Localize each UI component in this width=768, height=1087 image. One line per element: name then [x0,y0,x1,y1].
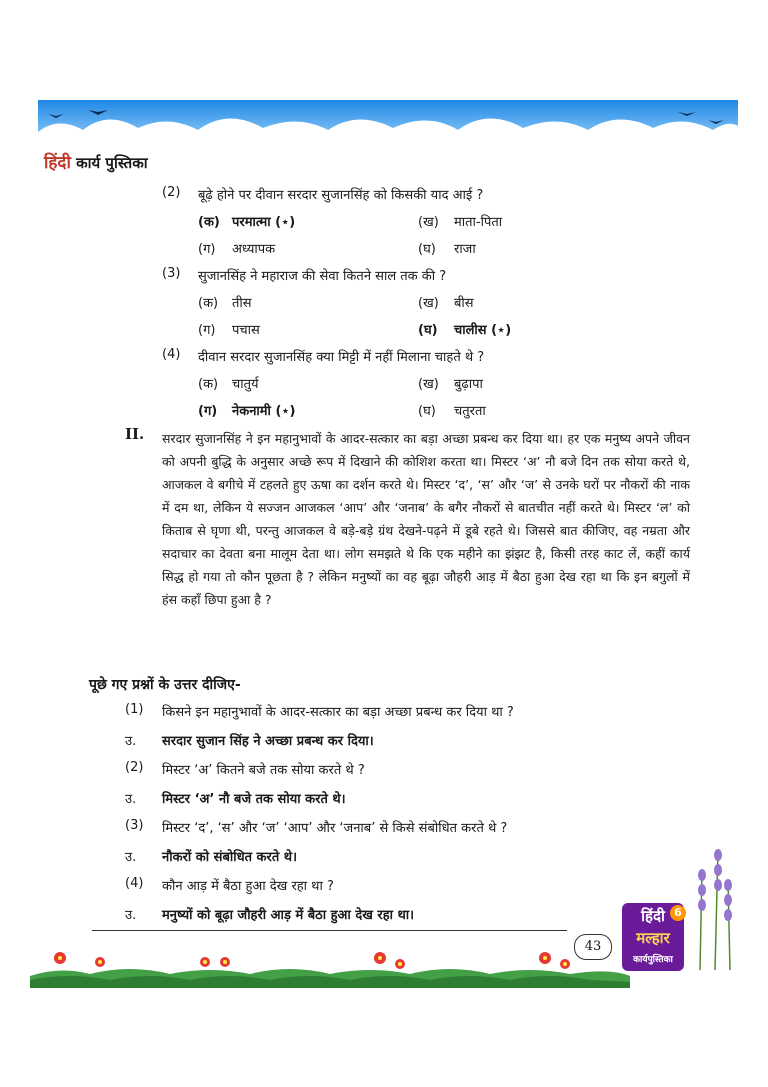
qa-number: (3) [125,818,144,833]
option-text-correct: नेकनामी (⋆) [232,404,296,419]
qa-answer: सरदार सुजान सिंह ने अच्छा प्रबन्ध कर दिया। [162,734,374,749]
mcq-number: (3) [162,266,181,281]
qa-number: (2) [125,760,144,775]
qa-answer: मनुष्यों को बूढ़ा जौहरी आड़ में बैठा हुआ देख रहा था। [162,908,415,923]
option-key: (क) [198,377,219,392]
option-key: (घ) [418,242,436,257]
lavender-flowers-decoration [690,840,740,970]
section-roman-numeral: II. [125,425,145,443]
header-cloud-banner [38,100,738,148]
option-key: (ख) [418,377,439,392]
qa-number: (4) [125,876,144,891]
option-key: (क) [198,215,220,230]
workbook-title [44,150,148,173]
instruction-heading: पूछे गए प्रश्नों के उत्तर दीजिए- [89,677,241,693]
option-text: बुढ़ापा [454,377,483,392]
page-number: 43 [574,934,612,960]
mcq-question: दीवान सरदार सुजानसिंह क्या मिट्टी में नहीं मिलाना चाहते थे ? [198,350,485,365]
title-hindi: हिंदी [44,153,71,173]
mcq-number: (2) [162,185,181,200]
mcq-question: बूढ़े होने पर दीवान सरदार सुजानसिंह को किसकी याद आई ? [198,188,484,203]
option-key: (ग) [198,323,216,338]
logo-line-workbook: कार्यपुस्तिका [633,955,673,965]
mcq-number: (4) [162,347,181,362]
logo-grade: 6 [670,905,686,921]
qa-question: मिस्टर ‘अ’ कितने बजे तक सोया करते थे ? [162,763,365,778]
title-rest: कार्य पुस्तिका [76,154,148,172]
qa-number: (1) [125,702,144,717]
option-key: (क) [198,296,219,311]
qa-question: किसने इन महानुभावों के आदर-सत्कार का बड़ा अच्छा प्रबन्ध कर दिया था ? [162,705,514,720]
option-text: बीस [454,296,474,311]
option-key: (घ) [418,404,436,419]
option-text: तीस [232,296,252,311]
option-text-correct: परमात्मा (⋆) [232,215,296,230]
option-text-correct: चालीस (⋆) [454,323,512,338]
answer-label: उ. [125,908,137,923]
option-text: चतुरता [454,404,486,419]
option-key: (घ) [418,323,438,338]
logo-line-malhar: मल्हार [636,929,670,947]
option-key: (ग) [198,404,218,419]
option-key: (ख) [418,296,439,311]
logo-line-hindi: हिंदी [641,907,665,925]
answer-label: उ. [125,792,137,807]
qa-question: कौन आड़ में बैठा हुआ देख रहा था ? [162,879,334,894]
option-text: चातुर्य [232,377,259,392]
passage-paragraph: सरदार सुजानसिंह ने इन महानुभावों के आदर-सत्कार का बड़ा अच्छा प्रबन्ध कर दिया था। हर एक मनुष्य अपने जीवन को अपनी बुद्धि के अनुसार अच्छे रूप में दिखाने की कोशिश करता था। मिस्टर ‘अ’ नौ बजे दिन तक सोया करते थे, आजकल वे बगीचे में टहलते हुए ऊषा का दर्शन करते थे। मिस्टर ‘द’, ‘स’ और ‘ज’ से उनके घरों पर नौकरों की नाक में दम था, लेकिन ये सज्जन आजकल ‘आप’ और ‘जनाब’ के बगैर नौकरों से बातचीत नहीं करते थे। मिस्टर ‘ल’ को किताब से घृणा थी, परन्तु आजकल वे बड़े-बड़े ग्रंथ देखने-पढ़ने में डूबे रहते थे। जिससे बात कीजिए, वह नम्रता और सदाचार का देवता बना मालूम देता था। लोग समझते थे कि एक महीने का झंझट है, किसी तरह काट लें, कहीं कार्य सिद्ध हो गया तो कौन पूछता है ? लेकिन मनुष्यों का वह बूढ़ा जौहरी आड़ में बैठा हुआ देख रहा था कि इन बगुलों में हंस कहाँ छिपा हुआ है ? [162,431,690,607]
footer-divider [92,930,567,931]
qa-answer: नौकरों को संबोधित करते थे। [162,850,297,865]
option-text: माता-पिता [454,215,503,230]
answer-label: उ. [125,850,137,865]
mcq-question: सुजानसिंह ने महाराज की सेवा कितने साल तक की ? [198,269,447,284]
qa-question: मिस्टर ‘द’, ‘स’ और ‘ज’ ‘आप’ और ‘जनाब’ से किसे संबोधित करते थे ? [162,821,508,836]
qa-answer: मिस्टर ‘अ’ नौ बजे तक सोया करते थे। [162,792,346,807]
option-text: राजा [454,242,476,257]
option-key: (ग) [198,242,216,257]
option-key: (ख) [418,215,439,230]
option-text: पचास [232,323,260,338]
answer-label: उ. [125,734,137,749]
option-text: अध्यापक [232,242,276,257]
